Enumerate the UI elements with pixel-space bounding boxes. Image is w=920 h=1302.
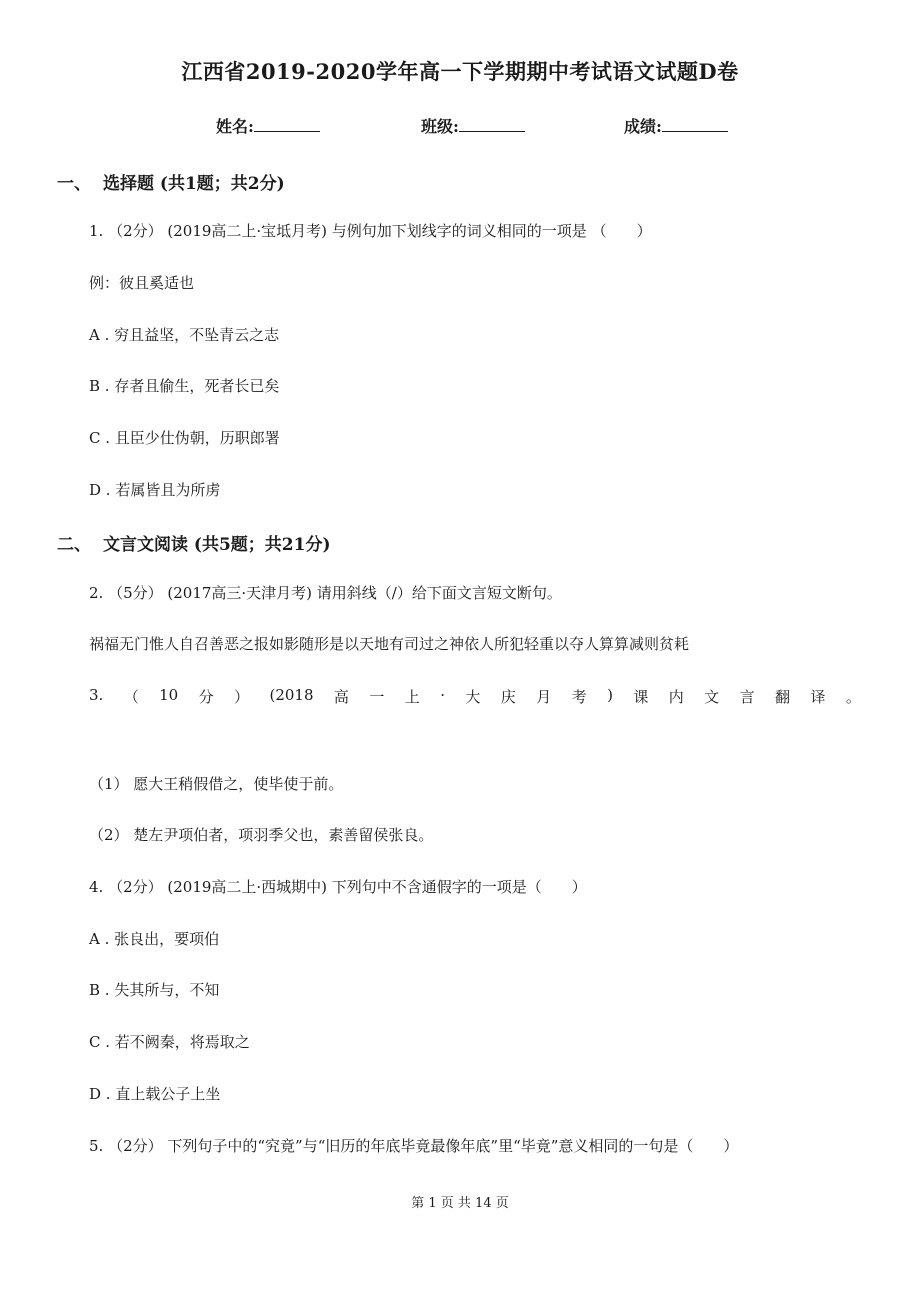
example-sentence: 例：彼且奚适也: [89, 274, 195, 292]
stem-part: 10: [159, 686, 179, 704]
class-label: 班级:: [421, 117, 459, 136]
stem-part: 庆: [500, 688, 516, 706]
section-title: 文言文阅读 (共5题；共21分): [103, 535, 331, 555]
stem-part: 内: [668, 688, 684, 706]
section-heading: [57, 530, 331, 555]
question-stem: [89, 686, 861, 707]
class-blank[interactable]: [459, 115, 525, 132]
option-c[interactable]: C . 若不阙秦，将焉取之: [89, 1033, 250, 1051]
stem-part: 课: [633, 688, 649, 706]
stem-part: 一: [369, 688, 385, 706]
stem-part: (2018: [269, 686, 314, 704]
stem-part: 翻: [775, 688, 791, 706]
sub-question: （1） 愿大王稍假借之，使毕使于前。: [89, 775, 344, 793]
stem-part: 月: [536, 688, 552, 706]
option-b[interactable]: B . 存者且偷生，死者长已矣: [89, 377, 280, 395]
stem-part: 分: [198, 688, 214, 706]
section-title: 选择题 (共1题；共2分): [103, 174, 285, 194]
question-stem: 5. （2分） 下列句子中的“究竟”与“旧历的年底毕竟最像年底”里“毕竟”意义相同的一句是（ ）: [89, 1137, 739, 1155]
class-field[interactable]: [421, 114, 525, 137]
score-label: 成绩:: [624, 117, 662, 136]
stem-part: ·: [440, 686, 445, 704]
stem-part: 大: [465, 688, 481, 706]
question-stem: 2. （5分） (2017高三·天津月考) 请用斜线（/）给下面文言短文断句。: [89, 584, 562, 602]
score-field[interactable]: [624, 114, 728, 137]
option-c[interactable]: C . 且臣少仕伪朝，历职郎署: [89, 429, 280, 447]
section-heading: [57, 169, 285, 194]
option-d[interactable]: D . 若属皆且为所虏: [89, 481, 221, 499]
name-label: 姓名:: [216, 117, 254, 136]
stem-part: 3.: [89, 686, 104, 704]
page-title: 江西省2019-2020学年高一下学期期中考试语文试题D卷: [181, 59, 739, 84]
stem-part: 言: [739, 688, 755, 706]
passage-text: 祸福无门惟人自召善恶之报如影随形是以天地有司过之神依人所犯轻重以夺人算算减则贫耗: [89, 635, 690, 653]
option-d[interactable]: D . 直上载公子上坐: [89, 1085, 221, 1103]
question-stem: 1. （2分） (2019高二上·宝坻月考) 与例句加下划线字的词义相同的一项是 （ ）: [89, 222, 652, 240]
question-stem: 4. （2分） (2019高二上·西城期中) 下列句中不含通假字的一项是（ ）: [89, 878, 587, 896]
section-number: 二、: [57, 535, 91, 555]
name-blank[interactable]: [254, 115, 320, 132]
option-a[interactable]: A . 穷且益坚，不坠青云之志: [89, 326, 280, 344]
score-blank[interactable]: [662, 115, 728, 132]
sub-question: （2） 楚左尹项伯者，项羽季父也，素善留侯张良。: [89, 826, 434, 844]
stem-part: 。: [845, 688, 861, 706]
option-a[interactable]: A . 张良出，要项伯: [89, 930, 220, 948]
stem-part: 高: [333, 688, 349, 706]
option-b[interactable]: B . 失其所与，不知: [89, 981, 220, 999]
stem-part: 译: [810, 688, 826, 706]
student-info-row: [0, 114, 920, 138]
page-footer: 第 1 页 共 14 页: [411, 1196, 509, 1211]
stem-part: 上: [404, 688, 420, 706]
stem-part: （: [123, 688, 139, 706]
stem-part: 文: [704, 688, 720, 706]
section-number: 一、: [57, 174, 91, 194]
stem-part: 考: [571, 688, 587, 706]
stem-part: ): [607, 686, 613, 704]
name-field[interactable]: [216, 114, 320, 137]
stem-part: ）: [234, 688, 250, 706]
